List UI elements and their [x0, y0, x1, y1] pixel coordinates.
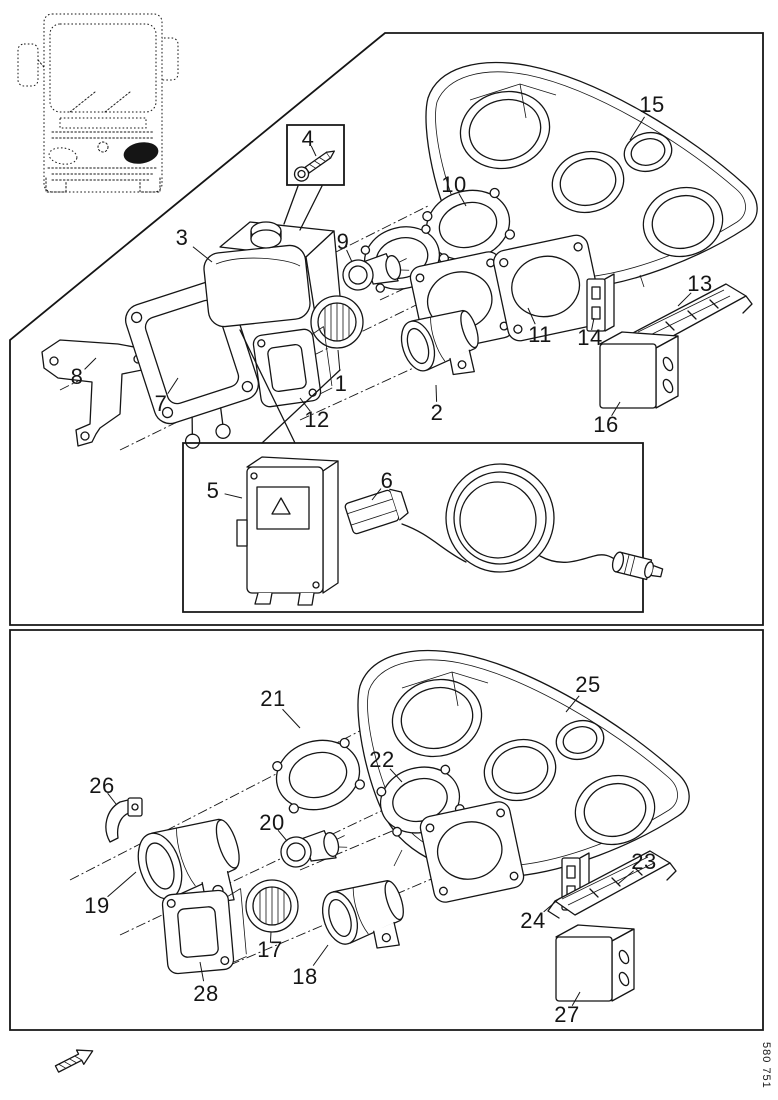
part-28-frame — [162, 889, 248, 975]
part-label-27: 27 — [554, 1002, 580, 1027]
part-label-15: 15 — [639, 92, 665, 117]
part-label-12: 12 — [304, 407, 330, 432]
part-label-19: 19 — [84, 893, 110, 918]
part-label-2: 2 — [430, 400, 444, 425]
part-label-8: 8 — [70, 364, 84, 389]
bus-front-thumbnail — [18, 14, 178, 192]
part-label-14: 14 — [577, 325, 603, 350]
part-label-10: 10 — [441, 172, 467, 197]
part-label-26: 26 — [89, 773, 115, 798]
part-label-21: 21 — [260, 686, 286, 711]
leader-line-2 — [436, 385, 437, 402]
leader-line-4 — [311, 146, 316, 156]
part-5-control-unit — [237, 457, 338, 605]
part-14-bracket — [587, 274, 614, 331]
part-17-cap — [246, 880, 298, 932]
part-label-3: 3 — [175, 225, 189, 250]
part-label-20: 20 — [259, 810, 285, 835]
part-label-1: 1 — [334, 371, 348, 396]
part-label-18: 18 — [292, 964, 318, 989]
part-label-11: 11 — [528, 322, 552, 347]
part-label-17: 17 — [257, 937, 283, 962]
part-label-13: 13 — [687, 271, 713, 296]
part-label-28: 28 — [193, 981, 219, 1006]
part-label-22: 22 — [369, 747, 395, 772]
direction-arrow-icon — [53, 1044, 96, 1076]
part-4-adjusting-screw — [292, 145, 339, 183]
part-27-bracket — [556, 925, 634, 1001]
part-label-25: 25 — [575, 672, 601, 697]
lower-panel — [10, 630, 763, 1030]
part-16-bracket — [600, 332, 678, 408]
part-8-bracket — [42, 340, 152, 446]
leader-line-26 — [108, 793, 116, 804]
leader-line-1 — [338, 350, 340, 370]
part-21-gasket-ring — [269, 731, 368, 819]
leader-line-3 — [193, 247, 212, 262]
leader-line-18 — [313, 945, 328, 966]
part-label-24: 24 — [520, 908, 546, 933]
leader-line-9 — [347, 250, 352, 262]
part-label-7: 7 — [154, 391, 168, 416]
leader-line-21 — [283, 709, 300, 728]
part-1-cap — [311, 296, 363, 348]
part-6-cable — [344, 464, 664, 583]
leader-line-19 — [108, 872, 136, 897]
part-label-23: 23 — [631, 849, 657, 874]
part-label-4: 4 — [301, 126, 315, 151]
part-26-clip — [106, 798, 142, 842]
part-label-16: 16 — [593, 412, 619, 437]
mounting-plate-lower — [418, 800, 525, 904]
leader-line-20 — [278, 830, 287, 841]
figure-code: 580 751 — [760, 1042, 772, 1089]
part-label-9: 9 — [336, 229, 350, 254]
part-18-actuator — [316, 873, 414, 965]
part-4-callout — [284, 125, 344, 230]
part-20-bulb-holder — [278, 827, 349, 870]
part-label-5: 5 — [206, 478, 220, 503]
part-label-6: 6 — [380, 468, 394, 493]
leader-line-5 — [225, 494, 242, 498]
leader-line-17 — [270, 932, 271, 943]
